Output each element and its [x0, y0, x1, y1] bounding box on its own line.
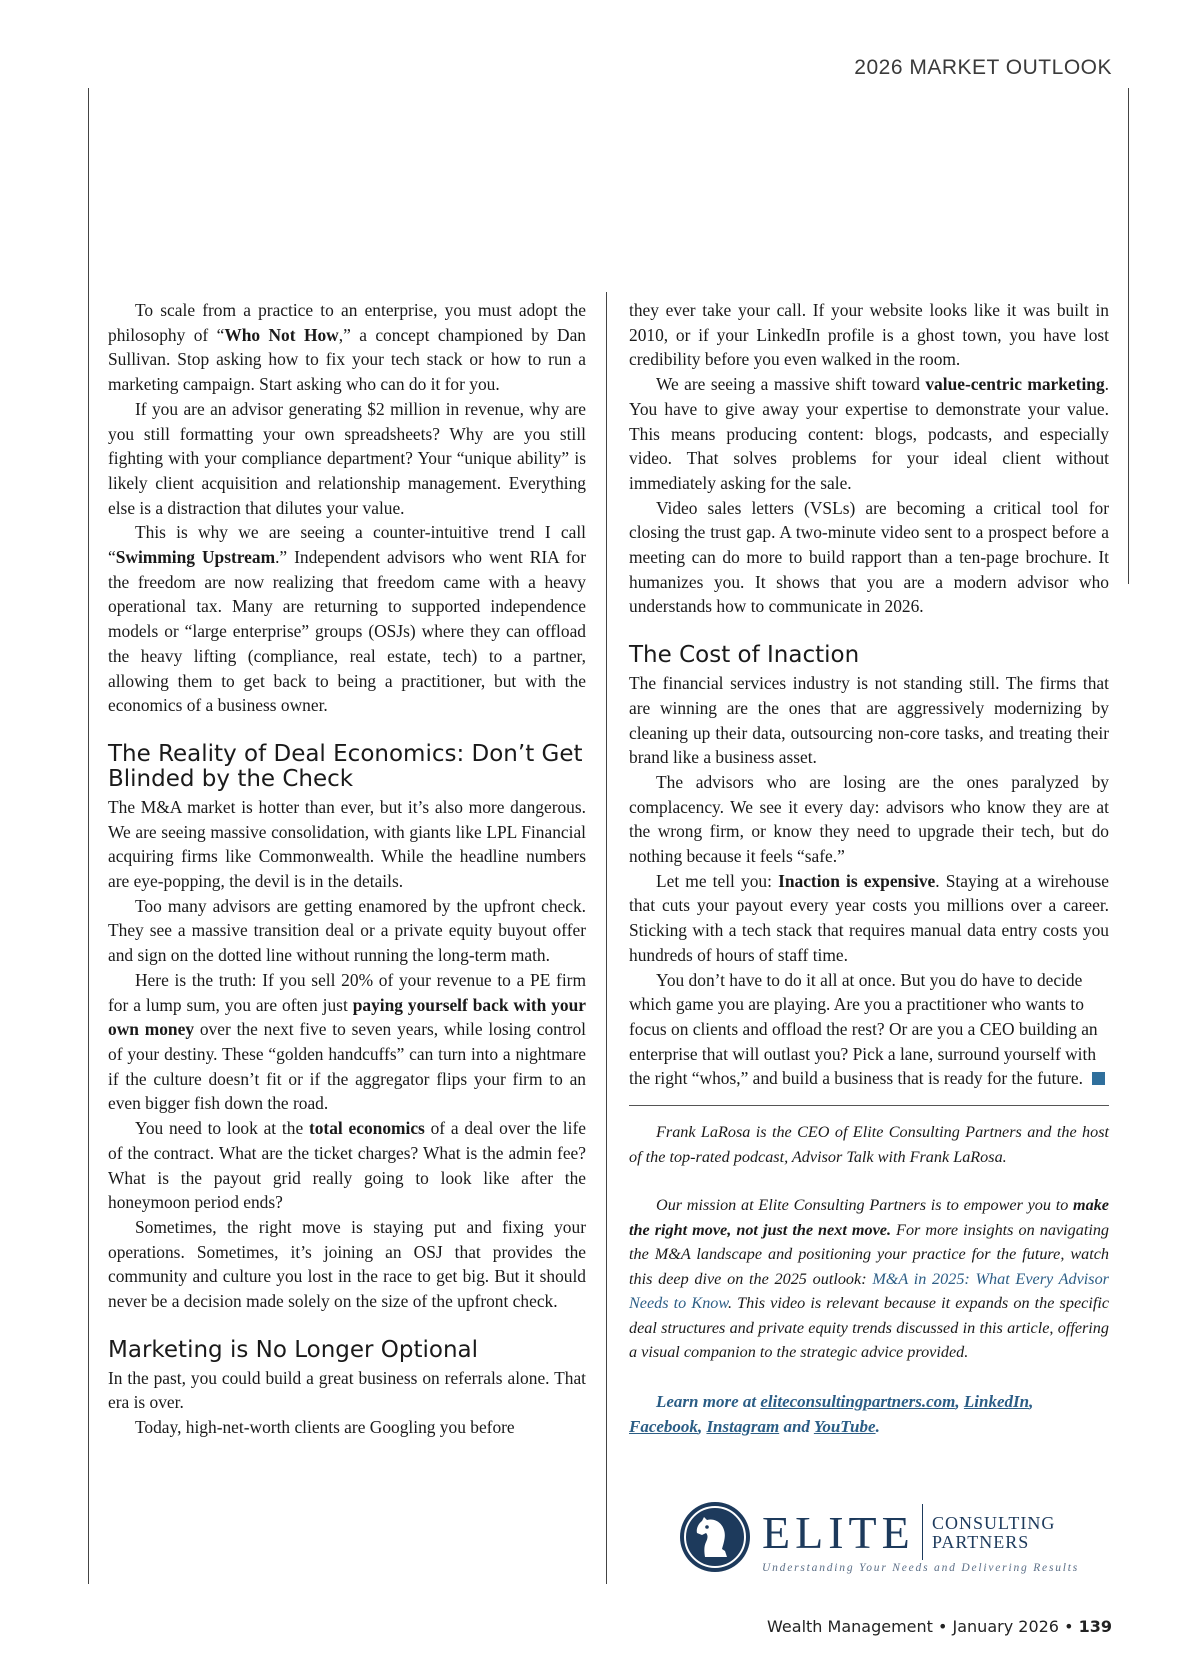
section-label: 2026 MARKET OUTLOOK — [854, 56, 1112, 79]
elite-consulting-logo — [680, 1500, 1080, 1584]
subheading-marketing: Marketing is No Longer Optional — [108, 1336, 479, 1363]
paragraph: Video sales letters (VSLs) are becoming a critical tool for closing the trust gap. A two-minute video sent to a prospect before a meeting can do more to build rapport than a ten-page brochure. It humanizes you. It shows that you are a modern advisor who understands how to communicate in 2026. — [629, 497, 1109, 617]
paragraph: The advisors who are losing are the ones paralyzed by complacency. We see it every day: advisors who know they are at the wrong firm, or know they need to upgrade their tech, but do nothing because it feels “safe.” — [629, 771, 1109, 867]
paragraph: they ever take your call. If your website looks like it was built in 2010, or if your LinkedIn profile is a ghost town, you have lost credibility before you even walked in the room. — [629, 300, 1109, 370]
right-column — [629, 298, 1109, 1463]
paragraph: The M&A market is hotter than ever, but it’s also more dangerous. We are seeing massive consolidation, with giants like LPL Financial acquiring firms like Commonwealth. While the headline numbers are eye-popping, the devil is in the details. — [108, 796, 586, 892]
page-number: 139 — [1078, 1617, 1112, 1636]
author-note: Frank LaRosa is the CEO of Elite Consulting Partners and the host of the top-rated podcast, Advisor Talk with Frank LaRosa. — [629, 1123, 1109, 1166]
end-mark-icon — [1092, 1072, 1105, 1085]
bio-divider — [629, 1105, 1109, 1106]
learn-more: Learn more at eliteconsultingpartners.com, LinkedIn, Facebook, Instagram and YouTube. — [629, 1391, 1034, 1436]
instagram-link[interactable]: Instagram — [706, 1416, 780, 1436]
paragraph: Today, high-net-worth clients are Googling you before — [135, 1417, 515, 1438]
paragraph: In the past, you could build a great business on referrals alone. That era is over. — [108, 1367, 586, 1413]
paragraph: Too many advisors are getting enamored by the upfront check. They see a massive transition deal or a private equity buyout offer and sign on the dotted line without running the long-term math. — [108, 895, 586, 966]
paragraph: Sometimes, the right move is staying put and fixing your operations. Sometimes, it’s joining an OSJ that provides the community and culture you lost in the race to get big. But it should never be a decision made solely on the size of the upfront check. — [108, 1216, 586, 1312]
mission-note: Our mission at Elite Consulting Partners is to empower you to make the right move, not just the next move. For more insights on navigating the M&A landscape and positioning your practice for the future, watch this deep dive on the 2025 outlook: M&A in 2025: What Every Advisor Needs to Know. This video is relevant because it expands on the specific deal structures and private equity trends discussed in this article, offering a visual companion to the strategic advice provided. — [629, 1196, 1110, 1362]
logo-subtitle: PARTNERS — [932, 1532, 1030, 1552]
paragraph: Here is the truth: If you sell 20% of your revenue to a PE firm for a lump sum, you are often just paying yourself back with your own money over the next five to seven years, while losing control of your destiny. These “golden handcuffs” can turn into a nightmare if the culture doesn’t fit or if the aggregator flips your firm to an even bigger fish down the road. — [108, 969, 586, 1114]
knight-emblem-icon — [680, 1502, 750, 1572]
page-footer: Wealth Management • January 2026 • 139 — [767, 1617, 1112, 1636]
youtube-link[interactable]: YouTube — [813, 1416, 876, 1436]
video-link[interactable]: M&A in 2025: What Every Advisor Needs to Know — [629, 1269, 1109, 1313]
logo-divider — [922, 1504, 923, 1560]
right-rule — [1128, 88, 1129, 584]
paragraph: This is why we are seeing a counter-intuitive trend I call “Swimming Upstream.” Independent advisors who went RIA for the freedom are now realizing that freedom came with a heavy operational tax. Many are returning to supported independence models or “large enterprise” groups (OSJs) where they can offload the heavy lifting (compliance, real estate, tech) to a partner, allowing them to get back to being a practitioner, but with the economics of a business owner. — [108, 522, 586, 716]
author-bio — [629, 1120, 1109, 1439]
paragraph: If you are an advisor generating $2 million in revenue, why are you still formatting your own spreadsheets? Why are you still fighting with your compliance department? Your “unique ability” is likely client acquisition and relationship management. Everything else is a distraction that dilutes your value. — [108, 398, 586, 518]
logo-wordmark: ELITE — [762, 1507, 915, 1558]
column-divider — [606, 292, 607, 1584]
facebook-link[interactable]: Facebook — [629, 1416, 698, 1436]
subheading-deal-economics: The Reality of Deal Economics: Don’t Get Blinded by the Check — [108, 740, 583, 792]
paragraph: You don’t have to do it all at once. But you do have to decide which game you are playing. Are you a practitioner who wants to focus on clients and offload the rest? Or are you a CEO building an enterprise that will outlast you? Pick a lane, surround yourself with the right “whos,” and build a business that is ready for the future. — [629, 968, 1109, 1092]
subheading-cost-of-inaction: The Cost of Inaction — [629, 642, 860, 669]
left-rule — [88, 88, 89, 1584]
linkedin-link[interactable]: LinkedIn — [963, 1391, 1030, 1411]
paragraph: To scale from a practice to an enterprise, you must adopt the philosophy of “Who Not How,” a concept championed by Dan Sullivan. Stop asking how to fix your tech stack or how to run a marketing campaign. Start asking who can do it for you. — [108, 300, 586, 395]
paragraph: The financial services industry is not standing still. The firms that are winning are the ones that are aggressively modernizing by cleaning up their data, outsourcing non-core tasks, and treating their brand like a business asset. — [629, 673, 1109, 768]
left-column — [108, 298, 586, 1440]
logo-subtitle: CONSULTING — [932, 1513, 1056, 1533]
paragraph: We are seeing a massive shift toward value-centric marketing. You have to give away your expertise to demonstrate your value. This means producing content: blogs, podcasts, and especially video. That solves problems for your ideal client without immediately asking for the sale. — [629, 374, 1110, 493]
logo-tagline: Understanding Your Needs and Delivering Results — [762, 1562, 1080, 1574]
paragraph: You need to look at the total economics of a deal over the life of the contract. What are the ticket charges? What is the admin fee? What is the payout grid really going to look like after the honeymoon period ends? — [108, 1118, 586, 1213]
paragraph: Let me tell you: Inaction is expensive. Staying at a wirehouse that cuts your payout every year costs you millions over a career. Sticking with a tech stack that requires manual data entry costs you hundreds of hours of staff time. — [629, 870, 1109, 965]
website-link[interactable]: eliteconsultingpartners.com — [760, 1391, 956, 1411]
